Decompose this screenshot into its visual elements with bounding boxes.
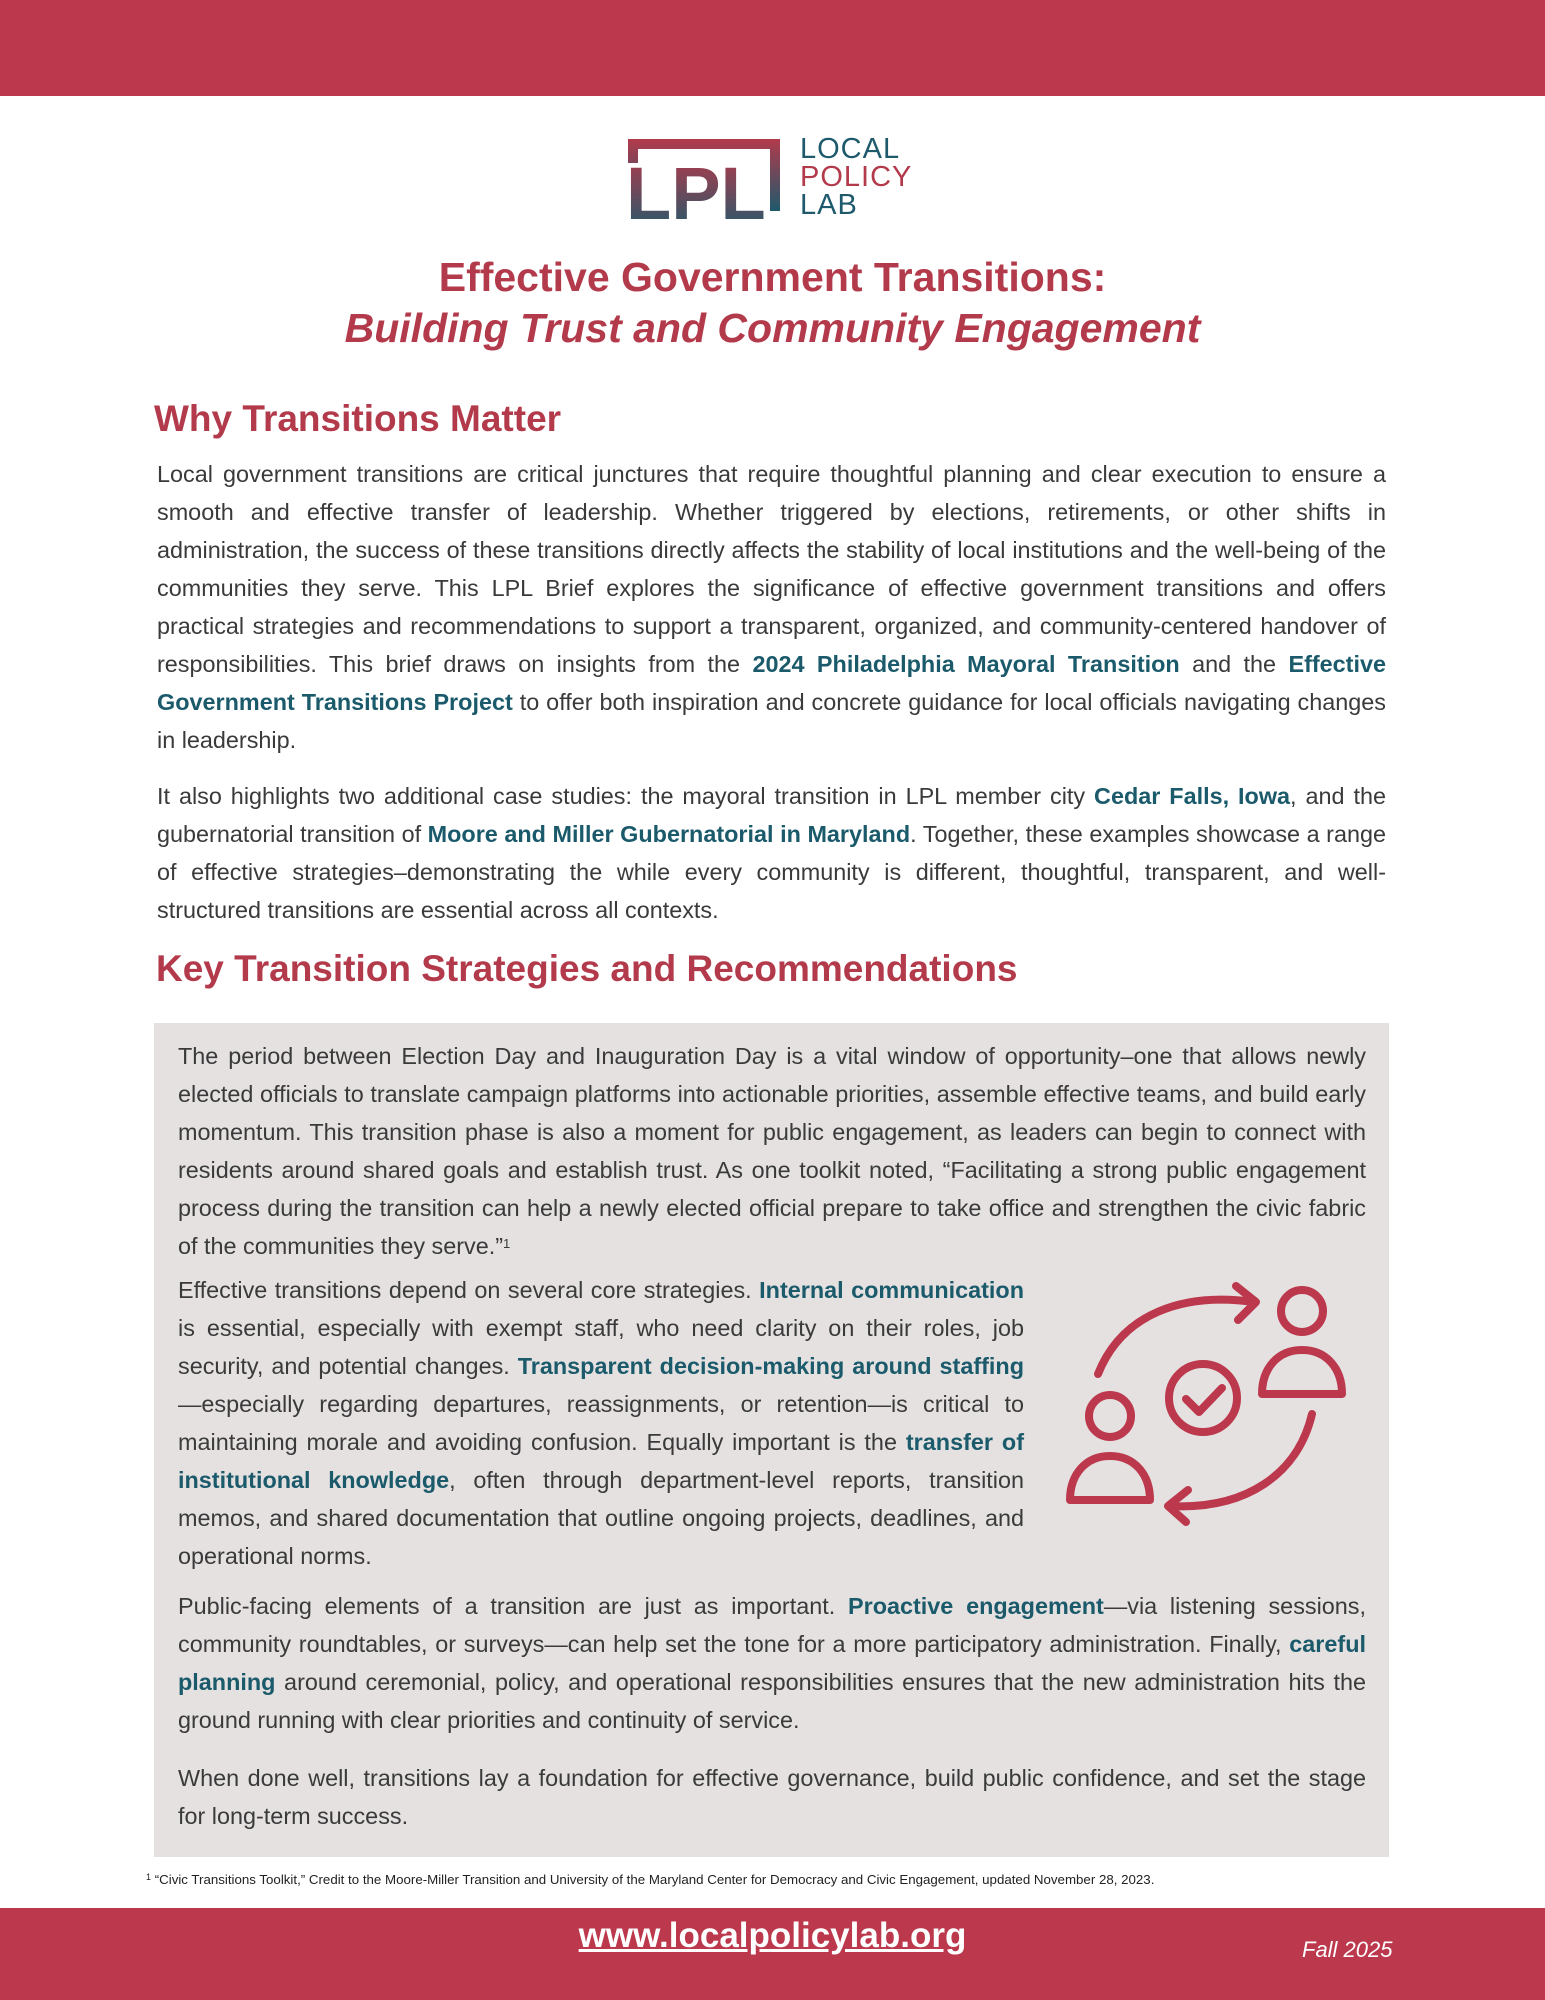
link-egt-project[interactable]: Effective Government Transitions Project [157,651,1386,715]
s2-text-c: —especially regarding departures, reassignments, or retention—is critical to maintaining morale and avoiding confusion. Equally important is the [178,1391,1024,1455]
case-text-c: . Together, these examples showcase a range of effective strategies–demonstrating the while every community is different, thoughtful, transparent, and well-structured transitions are essential across all contexts. [157,821,1386,923]
s2-text-a: Effective transitions depend on several core strategies. [178,1277,760,1303]
keyword-proactive-engagement: Proactive engagement [848,1593,1104,1619]
logo-line-policy: POLICY [800,161,913,193]
keyword-careful-planning: careful planning [178,1631,1366,1695]
s3-text-a: Public-facing elements of a transition are just as important. [178,1593,848,1619]
keyword-internal-communication: Internal communication [759,1277,1024,1303]
page-title: Effective Government Transitions: [438,254,1107,300]
strategies-paragraph-3 [178,1587,1366,1739]
s3-text-c: around ceremonial, policy, and operational responsibilities ensures that the new administration hits the ground running with clear priorities and continuity of service. [178,1669,1366,1733]
s2-text-b: is essential, especially with exempt staff, who need clarity on their roles, job security, and potential changes. [178,1315,1024,1379]
footnote-marker: 1 [146,1872,152,1882]
strategies-text-1: The period between Election Day and Inauguration Day is a vital window of opportunity–one that allows newly elected officials to translate campaign platforms into actionable priorities, assemble effective teams, and build early momentum. This transition phase is also a moment for public engagement, as leaders can begin to connect with residents around shared goals and establish trust. As one toolkit noted, “Facilitating a strong public engagement process during the transition can help a newly elected official prepare to take office and strengthen the civic fabric of the communities they serve.” [178,1043,1366,1259]
case-studies-paragraph [157,777,1386,929]
strategies-paragraph-2 [178,1271,1024,1575]
top-banner [0,0,1545,96]
intro-text-c: to offer both inspiration and concrete guidance for local officials navigating changes in leadership. [157,689,1386,753]
intro-text-a: Local government transitions are critical junctures that require thoughtful planning and clear execution to ensure a smooth and effective transfer of leadership. Whether triggered by elections, retirements, or other shifts in administration, the success of these transitions directly affects the stability of local institutions and the well-being of the communities they serve. This LPL Brief explores the significance of effective government transitions and offers practical strategies and recommendations to support a transparent, organized, and community-centered handover of responsibilities. This brief draws on insights from the [157,461,1386,677]
logo-wordmark [800,135,912,219]
case-text-a: It also highlights two additional case studies: the mayoral transition in LPL member city [157,783,1095,809]
page-subtitle: Building Trust and Community Engagement [344,305,1201,351]
intro-text-b: and the [1179,651,1289,677]
s2-text-d: , often through department-level reports, transition memos, and shared documentation that outline ongoing projects, deadlines, and operational norms. [178,1467,1024,1569]
footnote-ref[interactable]: 1 [503,1236,511,1251]
website-link[interactable]: www.localpolicylab.org [578,1916,967,1955]
strategies-paragraph-1 [178,1037,1366,1265]
s3-text-b: —via listening sessions, community roundtables, or surveys—can help set the tone for a more participatory administration. Finally, [178,1593,1366,1657]
case-text-b: , and the gubernatorial transition of [157,783,1386,847]
link-philadelphia-transition[interactable]: 2024 Philadelphia Mayoral Transition [752,651,1180,677]
intro-paragraph [157,455,1386,759]
section-heading-strategies: Key Transition Strategies and Recommendations [156,948,1018,989]
strategies-paragraph-4: When done well, transitions lay a foundation for effective governance, build public confidence, and set the stage for long-term success. [178,1765,1366,1829]
logo-line-lab: LAB [800,189,858,221]
footnote-text: “Civic Transitions Toolkit,” Credit to the Moore-Miller Transition and University of the Maryland Center for Democracy and Civic Engagement, updated November 28, 2023. [151,1872,1155,1887]
lpl-logo [622,133,922,228]
lpl-logo-mark-icon [622,133,792,228]
logo-line-local: LOCAL [800,133,901,165]
section-heading-why: Why Transitions Matter [154,398,562,439]
svg-text:LPL: LPL [626,152,766,228]
link-moore-miller[interactable]: Moore and Miller Gubernatorial in Maryland [427,821,911,847]
link-cedar-falls[interactable]: Cedar Falls, Iowa [1094,783,1291,809]
keyword-institutional-knowledge: transfer of institutional knowledge [178,1429,1024,1493]
publication-season: Fall 2025 [1302,1937,1393,1962]
keyword-transparent-staffing: Transparent decision-making around staffing [517,1353,1024,1379]
people-exchange-check-icon [1062,1278,1352,1528]
footnote [146,1872,1154,1887]
